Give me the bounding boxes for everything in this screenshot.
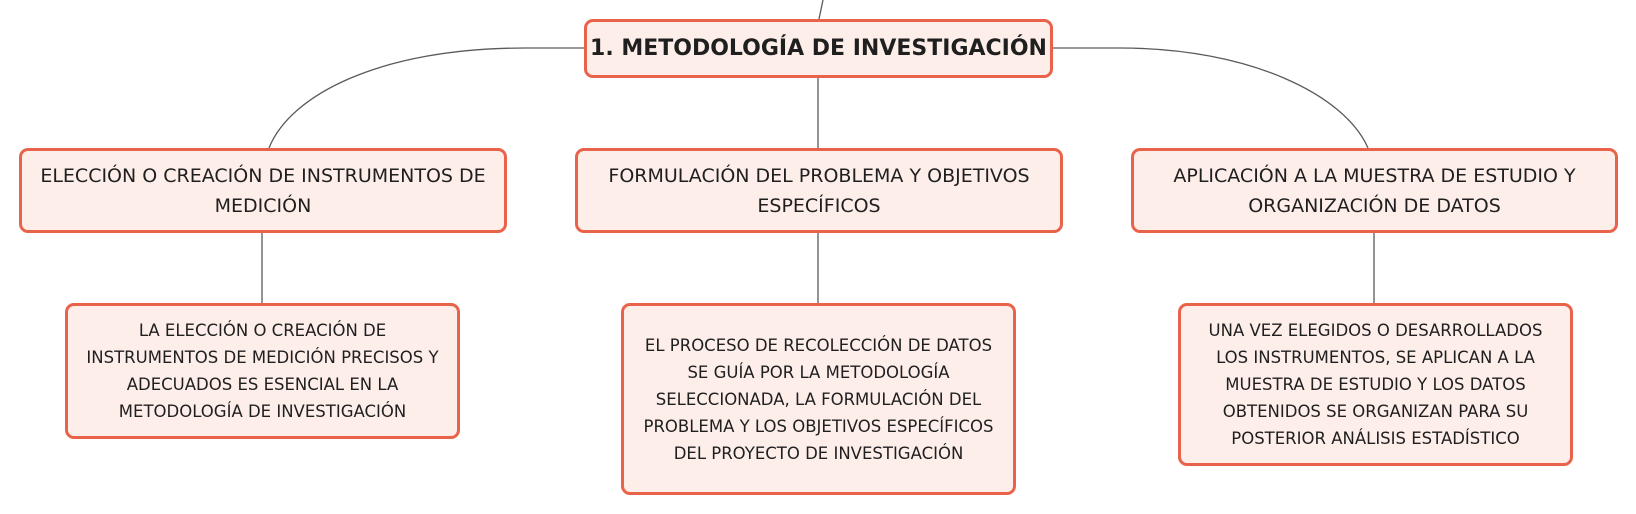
connector-root-to-branch-3	[1053, 48, 1368, 148]
detail-topic-text: UNA VEZ ELEGIDOS O DESARROLLADOS LOS INSTRUMENTOS, SE APLICAN A LA MUESTRA DE ESTUDIO Y LOS DATOS OBTENIDOS SE ORGANIZAN PARA SU POSTERIOR ANÁLISIS ESTADÍSTICO	[1208, 321, 1543, 448]
branch-topic-application[interactable]	[1131, 148, 1618, 233]
branch-topic-problem[interactable]	[575, 148, 1063, 233]
branch-topic-label: APLICACIÓN A LA MUESTRA DE ESTUDIO Y ORGANIZACIÓN DE DATOS	[1173, 164, 1576, 217]
root-topic[interactable]	[584, 19, 1053, 78]
connector-incoming-root	[819, 0, 823, 19]
root-topic-label: 1. METODOLOGÍA DE INVESTIGACIÓN	[590, 36, 1047, 61]
detail-topic-text: EL PROCESO DE RECOLECCIÓN DE DATOS SE GUÍA POR LA METODOLOGÍA SELECCIONADA, LA FORMULACIÓN DEL PROBLEMA Y LOS OBJETIVOS ESPECÍFICOS DEL PROYECTO DE INVESTIGACIÓN	[643, 335, 994, 463]
branch-topic-label: ELECCIÓN O CREACIÓN DE INSTRUMENTOS DE MEDICIÓN	[40, 164, 486, 217]
connector-root-to-branch-1	[269, 48, 584, 148]
detail-topic-problem[interactable]	[621, 303, 1016, 495]
detail-topic-instruments[interactable]	[65, 303, 460, 439]
detail-topic-text: LA ELECCIÓN O CREACIÓN DE INSTRUMENTOS DE MEDICIÓN PRECISOS Y ADECUADOS ES ESENCIAL EN LA METODOLOGÍA DE INVESTIGACIÓN	[86, 321, 439, 421]
detail-topic-application[interactable]	[1178, 303, 1573, 466]
branch-topic-instruments[interactable]	[19, 148, 507, 233]
branch-topic-label: FORMULACIÓN DEL PROBLEMA Y OBJETIVOS ESPECÍFICOS	[608, 164, 1030, 217]
